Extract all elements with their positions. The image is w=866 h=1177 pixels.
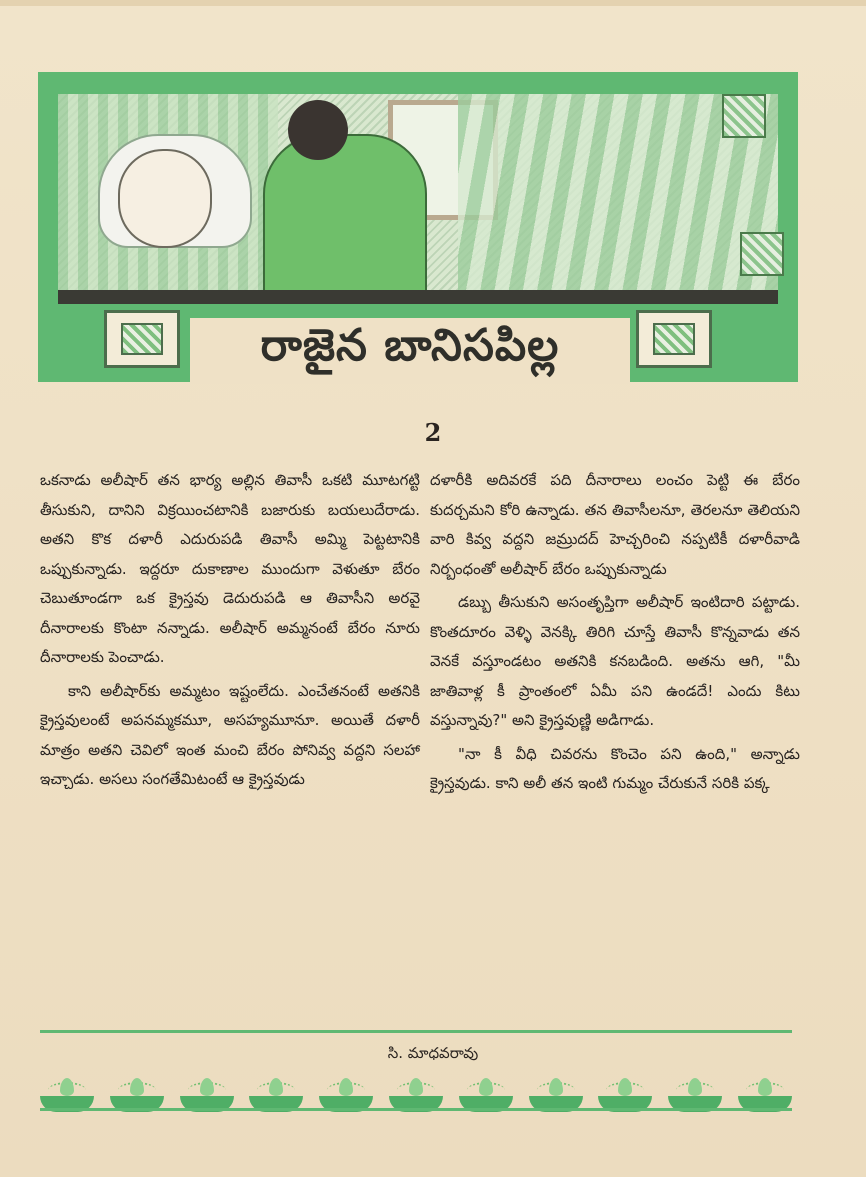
header-illustration	[58, 94, 778, 304]
paragraph: డబ్బు తీసుకుని అసంతృప్తిగా అలీషార్ ఇంటిదారి పట్టాడు. కొంతదూరం వెళ్ళి వెనక్కి తిరిగి చూస్తే తివాసీ కొన్నవాడు తన వెనకే వస్తూండటం అతనికి కనబడింది. అతను ఆగి, "మీ జాతివాళ్ల కీ ప్రాంతంలో ఏమీ పని ఉండదే! ఎందు కిటు వస్తున్నావు?" అని క్రైస్తవుణ్ణి అడిగాడు.	[430, 593, 800, 729]
bedpost-left	[104, 310, 180, 368]
paragraph: కాని అలీషార్‌కు అమ్మటం ఇష్టంలేదు. ఎంచేతనంటే అతనికి క్రైస్తవులంటే అపనమ్మకమూ, అసహ్యమూనూ. అయితే దళారీ మాత్రం అతని చెవిలో ఇంత మంచి బేరం పోనివ్వ వద్దని సలహా ఇచ్చాడు. అసలు సంగతేమిటంటే ఆ క్రైస్తవుడు	[40, 681, 420, 788]
story-title: రాజైన బానిసపిల్ల	[260, 320, 560, 371]
text-column-left	[40, 466, 420, 799]
ornament-icon	[653, 323, 695, 355]
ornament-icon	[722, 94, 766, 138]
paragraph: "నా కీ వీధి చివరను కొంచెం పని ఉంది," అన్నాడు క్రైస్తవుడు. కాని అలీ తన ఇంటి గుమ్మం చేరుకునే సరికి పక్క	[430, 744, 800, 792]
footer-rule	[40, 1030, 792, 1033]
visitor-figure-head	[288, 100, 348, 160]
author-name: సి. మాధవరావు	[387, 1044, 479, 1062]
chapter-number: 2	[424, 418, 442, 447]
page-top-edge	[0, 0, 866, 6]
old-man-figure	[118, 149, 212, 248]
title-band	[190, 318, 630, 384]
paragraph: దళారీకి అదివరకే పది దీనారాలు లంచం పెట్టి ఈ బేరం కుదర్చమని కోరి ఉన్నాడు. తన తివాసీలనూ, తెరలనూ తెలియని వారి కివ్వ వద్దని జమ్రుదద్ హెచ్చరించి నప్పటికీ దళారీవాడి నిర్బంధంతో అలీషార్ బేరం ఒప్పుకున్నాడు	[430, 471, 800, 578]
paragraph: ఒకనాడు అలీషార్ తన భార్య అల్లిన తివాసీ ఒకటి మూటగట్టి తీసుకుని, దానిని విక్రయించటానికి బజారుకు బయలుదేరాడు. అతని కొక దళారీ ఎదురుపడి తివాసీ అమ్మి పెట్టటానికి ఒప్పుకున్నాడు. ఇద్దరూ దుకాణాల ముందుగా వెళుతూ బేరం చెబుతూండగా ఒక క్రైస్తవు డెదురుపడి ఆ తివాసీని అరవై దీనారాలకు కొంటా నన్నాడు. అలీషార్ అమ్మనంటే బేరం నూరు దీనారాలకు పెంచాడు.	[40, 471, 420, 666]
ornament-icon	[121, 323, 163, 355]
lamp-border-base	[40, 1108, 792, 1111]
text-column-right	[430, 466, 800, 803]
bedpost-right	[636, 310, 712, 368]
bed-rail	[58, 290, 778, 304]
ornament-icon	[740, 232, 784, 276]
visitor-figure-body	[263, 134, 427, 304]
